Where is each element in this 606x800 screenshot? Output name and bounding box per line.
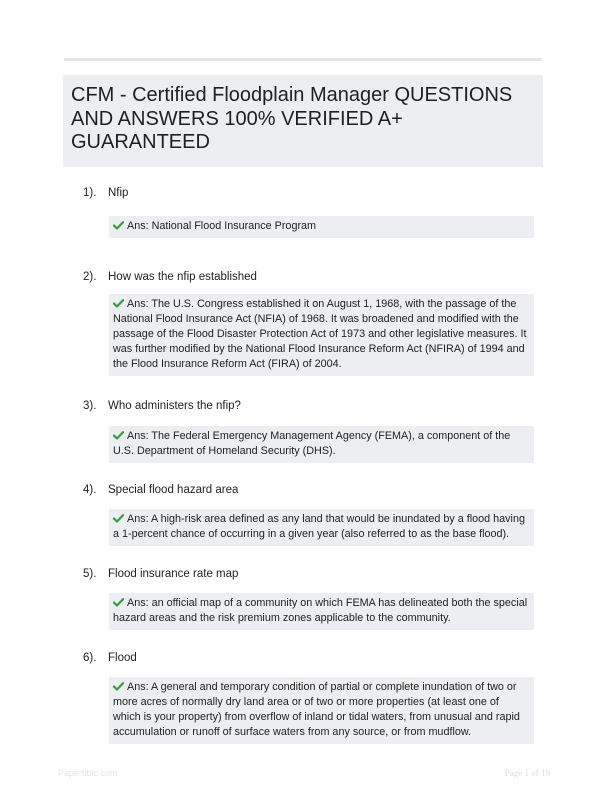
check-icon bbox=[113, 514, 124, 523]
top-divider bbox=[64, 58, 542, 61]
page-title: CFM - Certified Floodplain Manager QUESTIONS AND ANSWERS 100% VERIFIED A+ GUARANTEED bbox=[71, 84, 513, 153]
answer-box bbox=[109, 216, 534, 238]
check-icon bbox=[113, 431, 124, 440]
question-number: 3). bbox=[83, 400, 97, 412]
qa-item bbox=[0, 397, 606, 481]
question-row bbox=[0, 397, 606, 421]
answer-text: Ans: A general and temporary condition of partial or complete inundation of two or more acres of normally dry land area or of two or more properties (at least one of which is your property) from overflow of inland or tidal waters, from unusual and rapid accumulation or runoff of surface waters from any source, or from mudflow. bbox=[113, 681, 520, 738]
question-row bbox=[0, 649, 606, 673]
question-row bbox=[0, 565, 606, 589]
question-text: Who administers the nfip? bbox=[108, 400, 241, 412]
question-number: 2). bbox=[83, 271, 97, 283]
qa-item bbox=[0, 649, 606, 744]
question-row bbox=[0, 184, 606, 208]
question-text: How was the nfip established bbox=[108, 271, 257, 283]
answer-text: Ans: The U.S. Congress established it on August 1, 1968, with the passage of the National Flood Insurance Act (NFIA) of 1968. It was broadened and modified with the passage of the Flood Disaster Protection Act of 1973 and other legislative measures. It was further modified by the National Flood Insurance Reform Act (NFIRA) of 1994 and the Flood Insurance Reform Act (FIRA) of 2004. bbox=[113, 298, 527, 370]
question-text: Flood bbox=[108, 652, 137, 664]
answer-text: Ans: The Federal Emergency Management Agency (FEMA), a component of the U.S. Department of Homeland Security (DHS). bbox=[113, 430, 511, 457]
answer-text: Ans: an official map of a community on which FEMA has delineated both the special hazard areas and the risk premium zones applicable to the community. bbox=[113, 597, 528, 624]
answer-box bbox=[109, 593, 534, 630]
question-row bbox=[0, 481, 606, 505]
page-number: Page 1 of 19 bbox=[504, 768, 550, 778]
answer-text: Ans: National Flood Insurance Program bbox=[127, 220, 317, 232]
answer-box bbox=[109, 294, 534, 376]
qa-item bbox=[0, 268, 606, 397]
qa-item bbox=[0, 184, 606, 268]
question-text: Special flood hazard area bbox=[108, 484, 239, 496]
question-number: 5). bbox=[83, 568, 97, 580]
check-icon bbox=[113, 299, 124, 308]
question-text: Flood insurance rate map bbox=[108, 568, 239, 580]
qa-list bbox=[0, 184, 606, 744]
answer-box bbox=[109, 509, 534, 546]
qa-item bbox=[0, 481, 606, 565]
question-number: 1). bbox=[83, 187, 97, 199]
title-box bbox=[63, 75, 543, 167]
question-text: Nfip bbox=[108, 187, 129, 199]
question-number: 6). bbox=[83, 652, 97, 664]
check-icon bbox=[113, 221, 124, 230]
check-icon bbox=[113, 598, 124, 607]
qa-item bbox=[0, 565, 606, 649]
answer-text: Ans: A high-risk area defined as any land that would be inundated by a flood having a 1-percent chance of occurring in a given year (also referred to as the base flood). bbox=[113, 513, 525, 540]
question-row bbox=[0, 268, 606, 292]
question-number: 4). bbox=[83, 484, 97, 496]
footer-watermark: Papertibic.com bbox=[58, 768, 118, 778]
answer-box bbox=[109, 426, 534, 463]
answer-box bbox=[109, 677, 534, 744]
check-icon bbox=[113, 682, 124, 691]
